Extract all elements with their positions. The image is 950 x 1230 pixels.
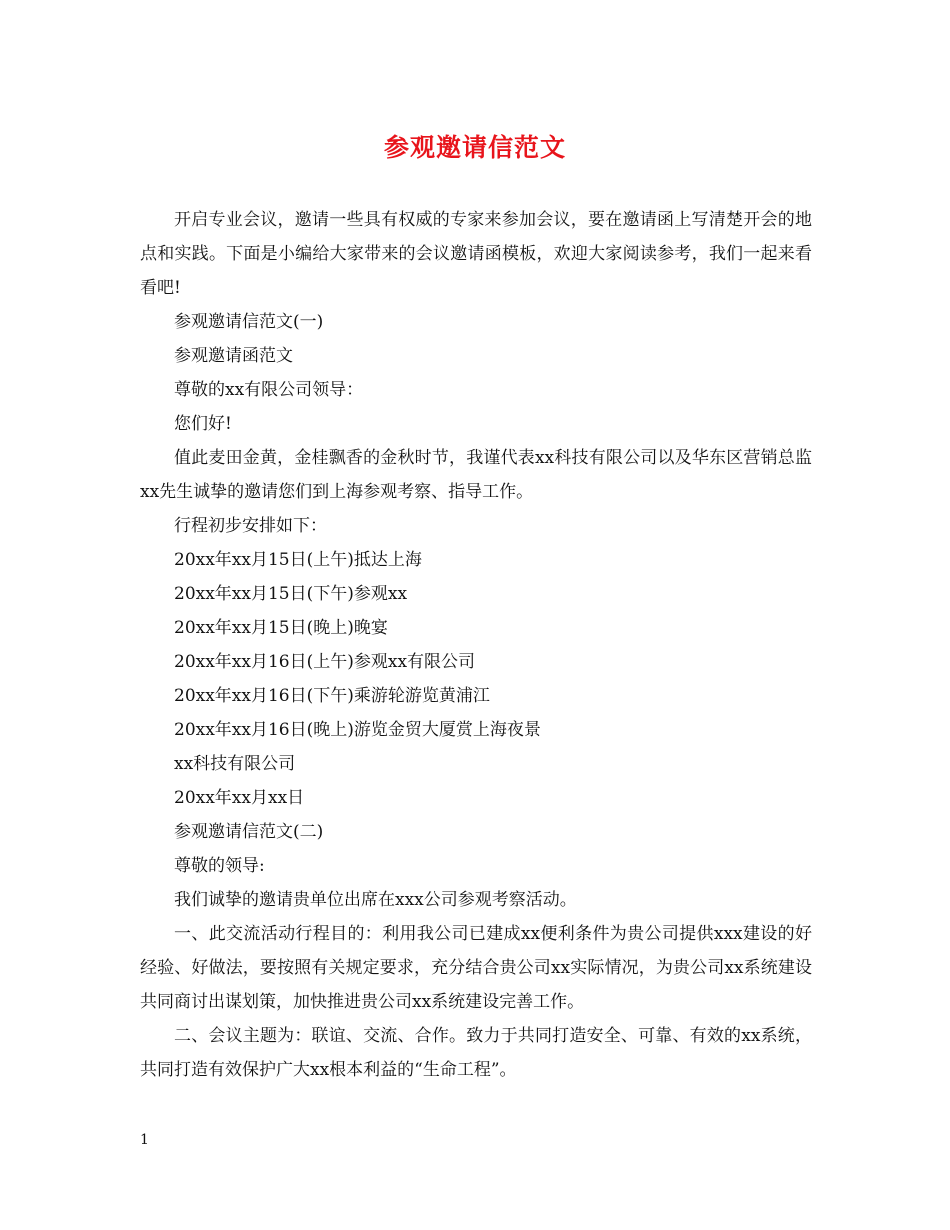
invitation-paragraph: 值此麦田金黄，金桂飘香的金秋时节，我谨代表xx科技有限公司以及华东区营销总监xx先生诚挚的邀请您们到上海参观考察、指导工作。	[140, 448, 812, 502]
letter-heading: 参观邀请函范文	[174, 346, 293, 366]
section-heading-two: 参观邀请信范文(二)	[174, 822, 324, 842]
intro-paragraph: 开启专业会议，邀请一些具有权威的专家来参加会议，要在邀请函上写清楚开会的地点和实践。下面是小编给大家带来的会议邀请函模板，欢迎大家阅读参考，我们一起来看看吧!	[140, 210, 812, 298]
schedule-item: 20xx年xx月16日(上午)参观xx有限公司	[174, 652, 476, 672]
salutation: 尊敬的领导:	[174, 856, 265, 876]
greeting: 您们好!	[174, 414, 232, 434]
signature-date: 20xx年xx月xx日	[174, 788, 305, 808]
signature-company: xx科技有限公司	[174, 754, 296, 774]
schedule-item: 20xx年xx月15日(上午)抵达上海	[174, 550, 422, 570]
purpose-paragraph: 一、此交流活动行程目的：利用我公司已建成xx便利条件为贵公司提供xxx建设的好经验、好做法，要按照有关规定要求，充分结合贵公司xx实际情况，为贵公司xx系统建设共同商讨出谋划策，加快推进贵公司xx系统建设完善工作。	[140, 924, 812, 1012]
invitation-paragraph: 我们诚挚的邀请贵单位出席在xxx公司参观考察活动。	[174, 890, 577, 910]
theme-paragraph: 二、会议主题为：联谊、交流、合作。致力于共同打造安全、可靠、有效的xx系统，共同打造有效保护广大xx根本利益的“生命工程”。	[140, 1026, 812, 1080]
section-heading-one: 参观邀请信范文(一)	[174, 312, 324, 332]
schedule-intro: 行程初步安排如下：	[174, 516, 327, 536]
document-body	[140, 203, 812, 1087]
salutation: 尊敬的xx有限公司领导：	[174, 380, 364, 400]
schedule-item: 20xx年xx月16日(晚上)游览金贸大厦赏上海夜景	[174, 720, 541, 740]
schedule-item: 20xx年xx月16日(下午)乘游轮游览黄浦江	[174, 686, 490, 706]
page-title: 参观邀请信范文	[383, 133, 566, 162]
schedule-item: 20xx年xx月15日(晚上)晚宴	[174, 618, 388, 638]
page-number: 1	[140, 1132, 149, 1148]
schedule-item: 20xx年xx月15日(下午)参观xx	[174, 584, 408, 604]
